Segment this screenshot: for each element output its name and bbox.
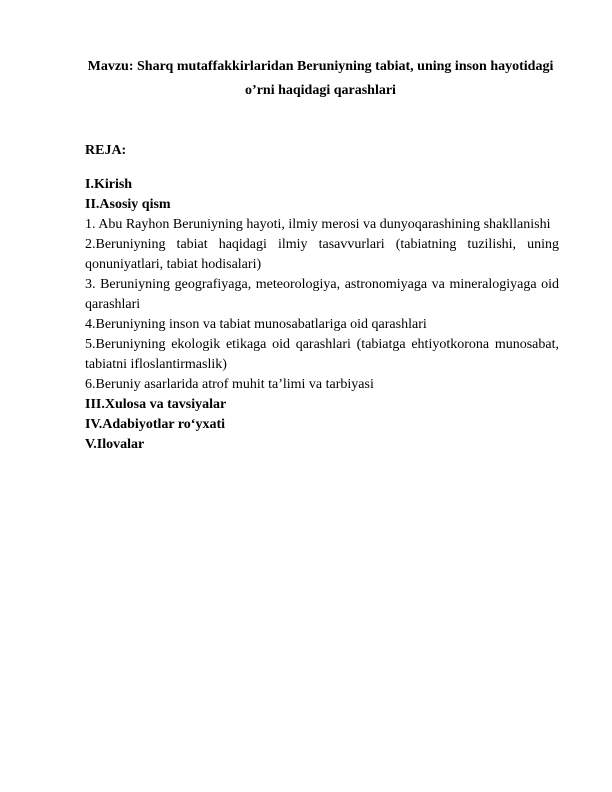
outline-item: II.Asosiy qism (85, 197, 171, 212)
outline-item: I.Kirish (85, 177, 133, 192)
outline-item: III.Xulosa va tavsiyalar (85, 397, 227, 412)
outline-item: 6.Beruniy asarlarida atrof muhit ta’limi va tarbiyasi (85, 377, 374, 392)
outline-item: V.Ilovalar (85, 437, 145, 452)
outline-item: 5.Beruniyning ekologik etikaga oid qarashlari (tabiatga ehtiyotkorona munosabat, tabiatni ifloslantirmaslik) (85, 337, 559, 372)
outline-item: 1. Abu Rayhon Beruniyning hayoti, ilmiy merosi va dunyoqarashining shakllanishi (85, 217, 551, 232)
document-title: Mavzu: Sharq mutaffakkirlaridan Beruniyning tabiat, uning inson hayotidagi o’rni haqidagi qarashlari (87, 59, 554, 98)
outline-item: IV.Adabiyotlar ro‘yxati (85, 417, 226, 432)
outline-item: 3. Beruniyning geografiyaga, meteorologiya, astronomiyaga va mineralogiyaga oid qarashlari (85, 277, 559, 312)
plan-outline (85, 175, 559, 455)
outline-item: 4.Beruniyning inson va tabiat munosabatlariga oid qarashlari (85, 317, 427, 332)
plan-heading: REJA: (85, 143, 127, 158)
outline-item: 2.Beruniyning tabiat haqidagi ilmiy tasavvurlari (tabiatning tuzilishi, uning qonuniyatlari, tabiat hodisalari) (85, 237, 559, 272)
